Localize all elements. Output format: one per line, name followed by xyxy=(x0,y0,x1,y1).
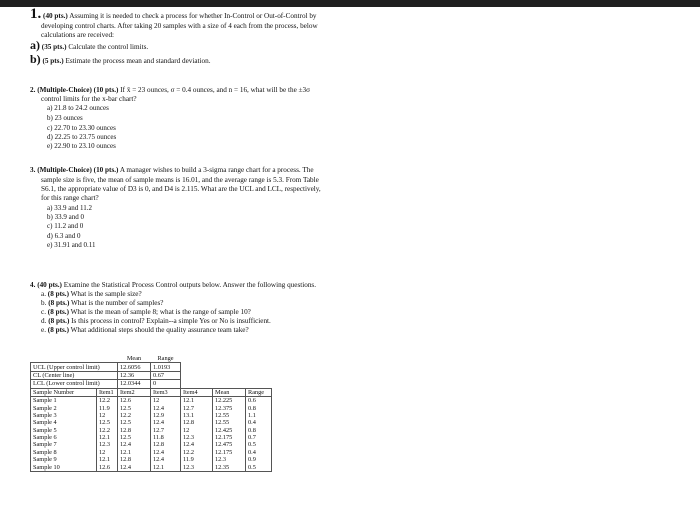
table-cell: 0.7 xyxy=(246,434,272,441)
table-cell: 12.8 xyxy=(181,419,213,426)
table-cell: 0.5 xyxy=(246,463,272,471)
limit-mean: 12.6056 xyxy=(118,363,151,371)
table-row xyxy=(31,404,272,411)
q4-item-c-label: c. xyxy=(41,308,48,316)
spc-table xyxy=(30,355,272,472)
q3-option-c: c) 11.2 and 0 xyxy=(47,222,84,230)
q2-line1 xyxy=(30,86,310,95)
table-cell: 12.7 xyxy=(151,427,181,434)
table-cell: 12.4 xyxy=(118,441,151,448)
table-cell: 0.5 xyxy=(246,441,272,448)
limit-label: CL (Center line) xyxy=(31,371,118,379)
table-cell: 12.425 xyxy=(213,427,246,434)
q1-a-text: Calculate the control limits. xyxy=(66,43,149,51)
table-cell: 12.4 xyxy=(118,463,151,471)
table-cell: 12.3 xyxy=(181,434,213,441)
table-cell: 12.225 xyxy=(213,396,246,404)
table-cell: 12.175 xyxy=(213,449,246,456)
q1-text-line3: calculations are received: xyxy=(41,31,115,39)
table-cell: 12 xyxy=(151,396,181,404)
column-header: Item1 xyxy=(97,388,118,396)
q4-item-a-pts: (8 pts.) xyxy=(47,290,69,298)
q2-option-d: d) 22.25 to 23.75 ounces xyxy=(47,133,117,141)
table-cell: 12.55 xyxy=(213,419,246,426)
table-cell: 12.4 xyxy=(151,449,181,456)
table-cell: 12.475 xyxy=(213,441,246,448)
q3-text-line1: A manager wishes to build a 3-sigma range chart for a process. The xyxy=(118,166,314,174)
column-header: Sample Number xyxy=(31,388,97,396)
q4-item-c xyxy=(41,308,251,317)
table-cell: 12.4 xyxy=(151,456,181,463)
q2-head: 2. (Multiple-Choice) (10 pts.) xyxy=(30,86,119,94)
sample-label-cell: Sample 7 xyxy=(31,441,97,448)
q4-item-d-label: d. xyxy=(41,317,49,325)
q4-intro: Examine the Statistical Process Control outputs below. Answer the following questions. xyxy=(61,281,317,289)
q4-item-b-text: What is the number of samples? xyxy=(69,299,164,307)
q4-item-a-text: What is the sample size? xyxy=(68,290,142,298)
q4-item-e xyxy=(41,326,249,335)
column-header: Range xyxy=(246,388,272,396)
table-cell: 12.8 xyxy=(151,441,181,448)
q1-text-line1: Assuming it is needed to check a process for whether In-Control or Out-of-Control by xyxy=(67,12,317,20)
q3-text-line2: sample size is five, the mean of sample means is 16.01, and the average range is 5.3. From Table xyxy=(41,176,319,184)
sample-label-cell: Sample 2 xyxy=(31,404,97,411)
q1-number: 1. xyxy=(30,6,42,22)
table-row xyxy=(31,463,272,471)
q2-text-line1: If x̄ = 23 ounces, σ = 0.4 ounces, and n = 16, what will be the ±3σ xyxy=(118,86,310,94)
table-header-row xyxy=(31,355,272,363)
table-cell: 12.375 xyxy=(213,404,246,411)
limit-label: LCL (Lower control limit) xyxy=(31,380,118,388)
table-cell: 0.8 xyxy=(246,404,272,411)
table-cell: 12.1 xyxy=(97,456,118,463)
table-cell: 12.2 xyxy=(97,396,118,404)
table-cell: 11.8 xyxy=(151,434,181,441)
q3-head: 3. (Multiple-Choice) (10 pts.) xyxy=(30,166,119,174)
q1-a-label: a) xyxy=(30,38,40,52)
q3-text-line3: S6.1, the appropriate value of D3 is 0, and D4 is 2.115. What are the UCL and LCL, respectively, xyxy=(41,185,321,193)
q4-item-e-text: What additional steps should the quality assurance team take? xyxy=(68,326,249,334)
q4-item-e-label: e. xyxy=(41,326,48,334)
limit-row xyxy=(31,363,272,371)
sample-label-cell: Sample 6 xyxy=(31,434,97,441)
table-cell: 12 xyxy=(181,427,213,434)
sample-rows xyxy=(31,396,272,471)
table-row xyxy=(31,456,272,463)
table-cell: 0.6 xyxy=(246,396,272,404)
column-header-row xyxy=(31,388,272,396)
table-cell: 12.3 xyxy=(181,463,213,471)
sample-label-cell: Sample 3 xyxy=(31,412,97,419)
sample-label-cell: Sample 5 xyxy=(31,427,97,434)
limit-label: UCL (Upper control limit) xyxy=(31,363,118,371)
head-range: Range xyxy=(157,355,174,363)
table-cell: 12 xyxy=(97,449,118,456)
table-cell: 12.5 xyxy=(118,404,151,411)
table-cell: 12.1 xyxy=(118,449,151,456)
table-row xyxy=(31,449,272,456)
q4-item-a xyxy=(41,290,142,299)
table-cell: 12.5 xyxy=(118,434,151,441)
q1-part-a xyxy=(30,38,149,52)
table-row xyxy=(31,419,272,426)
q1-b-points: (5 pts.) xyxy=(42,57,64,65)
q1-part-b xyxy=(30,52,211,66)
limit-mean: 12.0344 xyxy=(118,380,151,388)
table-cell: 12.8 xyxy=(118,456,151,463)
table-cell: 12 xyxy=(97,412,118,419)
sample-label-cell: Sample 10 xyxy=(31,463,97,471)
table-cell: 12.3 xyxy=(97,441,118,448)
sample-label-cell: Sample 4 xyxy=(31,419,97,426)
q4-item-b-label: b. xyxy=(41,299,49,307)
q2-option-c: c) 22.70 to 23.30 ounces xyxy=(47,124,116,132)
q4-item-b-pts: (8 pts.) xyxy=(48,299,70,307)
limit-mean: 12.36 xyxy=(118,371,151,379)
table-cell: 12.55 xyxy=(213,412,246,419)
table-cell: 12.175 xyxy=(213,434,246,441)
q4-item-b xyxy=(41,299,163,308)
q2-option-a: a) 21.8 to 24.2 ounces xyxy=(47,104,109,112)
table-cell: 12.2 xyxy=(118,412,151,419)
table-row xyxy=(31,396,272,404)
table-cell: 11.9 xyxy=(181,456,213,463)
table-cell: 0.4 xyxy=(246,449,272,456)
table-cell: 12.6 xyxy=(97,463,118,471)
q3-option-e: e) 31.91 and 0.11 xyxy=(47,241,96,249)
column-header: Mean xyxy=(213,388,246,396)
q4-item-c-pts: (8 pts.) xyxy=(47,308,69,316)
column-header: Item3 xyxy=(151,388,181,396)
q3-option-d: d) 6.3 and 0 xyxy=(47,232,81,240)
table-row xyxy=(31,427,272,434)
q4-item-c-text: What is the mean of sample 8; what is the range of sample 10? xyxy=(68,308,251,316)
q4-item-d xyxy=(41,317,271,326)
q1-a-points: (35 pts.) xyxy=(41,43,67,51)
table-cell: 12.1 xyxy=(181,396,213,404)
q4-item-e-pts: (8 pts.) xyxy=(47,326,69,334)
table-cell: 12.5 xyxy=(97,419,118,426)
table-cell: 0.9 xyxy=(246,456,272,463)
table-cell: 12.9 xyxy=(151,412,181,419)
table-row xyxy=(31,434,272,441)
sample-label-cell: Sample 1 xyxy=(31,396,97,404)
table-cell: 12.35 xyxy=(213,463,246,471)
table-cell: 12.5 xyxy=(118,419,151,426)
q4-item-d-pts: (8 pts.) xyxy=(48,317,70,325)
limit-range: 0 xyxy=(151,380,181,388)
table-cell: 11.9 xyxy=(97,404,118,411)
q4-line1 xyxy=(30,281,316,290)
q4-item-d-text: Is this process in control? Explain--a simple Yes or No is insufficient. xyxy=(69,317,271,325)
table-cell: 12.4 xyxy=(151,419,181,426)
table-cell: 1.1 xyxy=(246,412,272,419)
q1-line1 xyxy=(30,6,317,22)
table-cell: 12.4 xyxy=(181,441,213,448)
column-header: Item4 xyxy=(181,388,213,396)
q2-option-e: e) 22.90 to 23.10 ounces xyxy=(47,142,116,150)
table-cell: 12.8 xyxy=(118,427,151,434)
q3-option-a: a) 33.9 and 11.2 xyxy=(47,204,93,212)
table-cell: 12.6 xyxy=(118,396,151,404)
q2-text-line2: control limits for the x-bar chart? xyxy=(41,95,137,103)
q1-b-text: Estimate the process mean and standard deviation. xyxy=(63,57,211,65)
table-cell: 12.7 xyxy=(181,404,213,411)
limit-range: 0.67 xyxy=(151,371,181,379)
limit-row xyxy=(31,380,272,388)
head-mean: Mean xyxy=(126,355,142,363)
q1-text-line2: developing control charts. After taking 20 samples with a size of 4 each from the process, below xyxy=(41,22,318,30)
q3-text-line4: for this range chart? xyxy=(41,194,99,202)
column-header: Item2 xyxy=(118,388,151,396)
table-cell: 0.8 xyxy=(246,427,272,434)
table-cell: 12.2 xyxy=(181,449,213,456)
sample-label-cell: Sample 9 xyxy=(31,456,97,463)
table-row xyxy=(31,441,272,448)
sample-label-cell: Sample 8 xyxy=(31,449,97,456)
table-cell: 13.1 xyxy=(181,412,213,419)
table-cell: 0.4 xyxy=(246,419,272,426)
q1-points: (40 pts.) xyxy=(43,12,68,20)
q4-head: 4. (40 pts.) xyxy=(30,281,62,289)
limit-range: 1.0193 xyxy=(151,363,181,371)
table-cell: 12.2 xyxy=(97,427,118,434)
table-cell: 12.1 xyxy=(97,434,118,441)
q4-item-a-label: a. xyxy=(41,290,48,298)
table-row xyxy=(31,412,272,419)
q3-option-b: b) 33.9 and 0 xyxy=(47,213,84,221)
table-cell: 12.3 xyxy=(213,456,246,463)
q2-option-b: b) 23 ounces xyxy=(47,114,83,122)
q3-line1 xyxy=(30,166,314,175)
table-cell: 12.4 xyxy=(151,404,181,411)
limit-row xyxy=(31,371,272,379)
table-cell: 12.1 xyxy=(151,463,181,471)
q1-b-label: b) xyxy=(30,52,41,66)
